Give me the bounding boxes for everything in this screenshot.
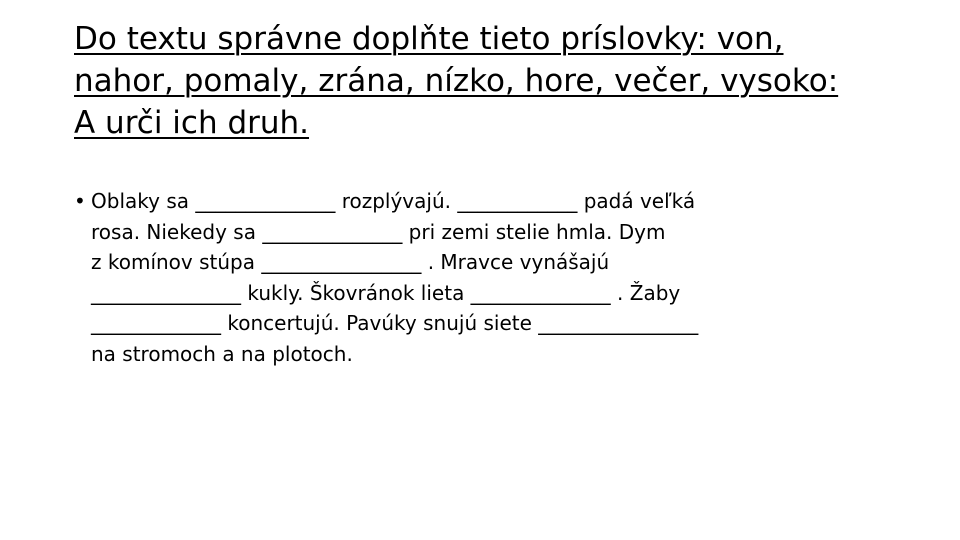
exercise-line: _______________ kukly. Škovránok lieta ______________ . Žaby — [91, 280, 681, 305]
title-line: nahor, pomaly, zrána, nízko, hore, večer, vysoko: — [74, 63, 839, 99]
exercise-line: Oblaky sa ______________ rozplývajú. ____________ padá veľká — [91, 189, 696, 213]
bullet-item — [74, 186, 894, 369]
exercise-line: na stromoch a na plotoch. — [91, 341, 353, 366]
exercise-line: _____________ koncertujú. Pavúky snujú siete ________________ — [91, 311, 699, 335]
bullet-icon: • — [74, 189, 86, 213]
exercise-text — [74, 186, 894, 369]
exercise-line: rosa. Niekedy sa ______________ pri zemi stelie hmla. Dym — [91, 219, 666, 244]
title-line: Do textu správne doplňte tieto príslovky: von, — [74, 21, 784, 57]
title-line: A urči ich druh. — [74, 105, 310, 141]
slide-title — [74, 18, 934, 144]
exercise-line: z komínov stúpa ________________ . Mravce vynášajú — [91, 250, 610, 274]
